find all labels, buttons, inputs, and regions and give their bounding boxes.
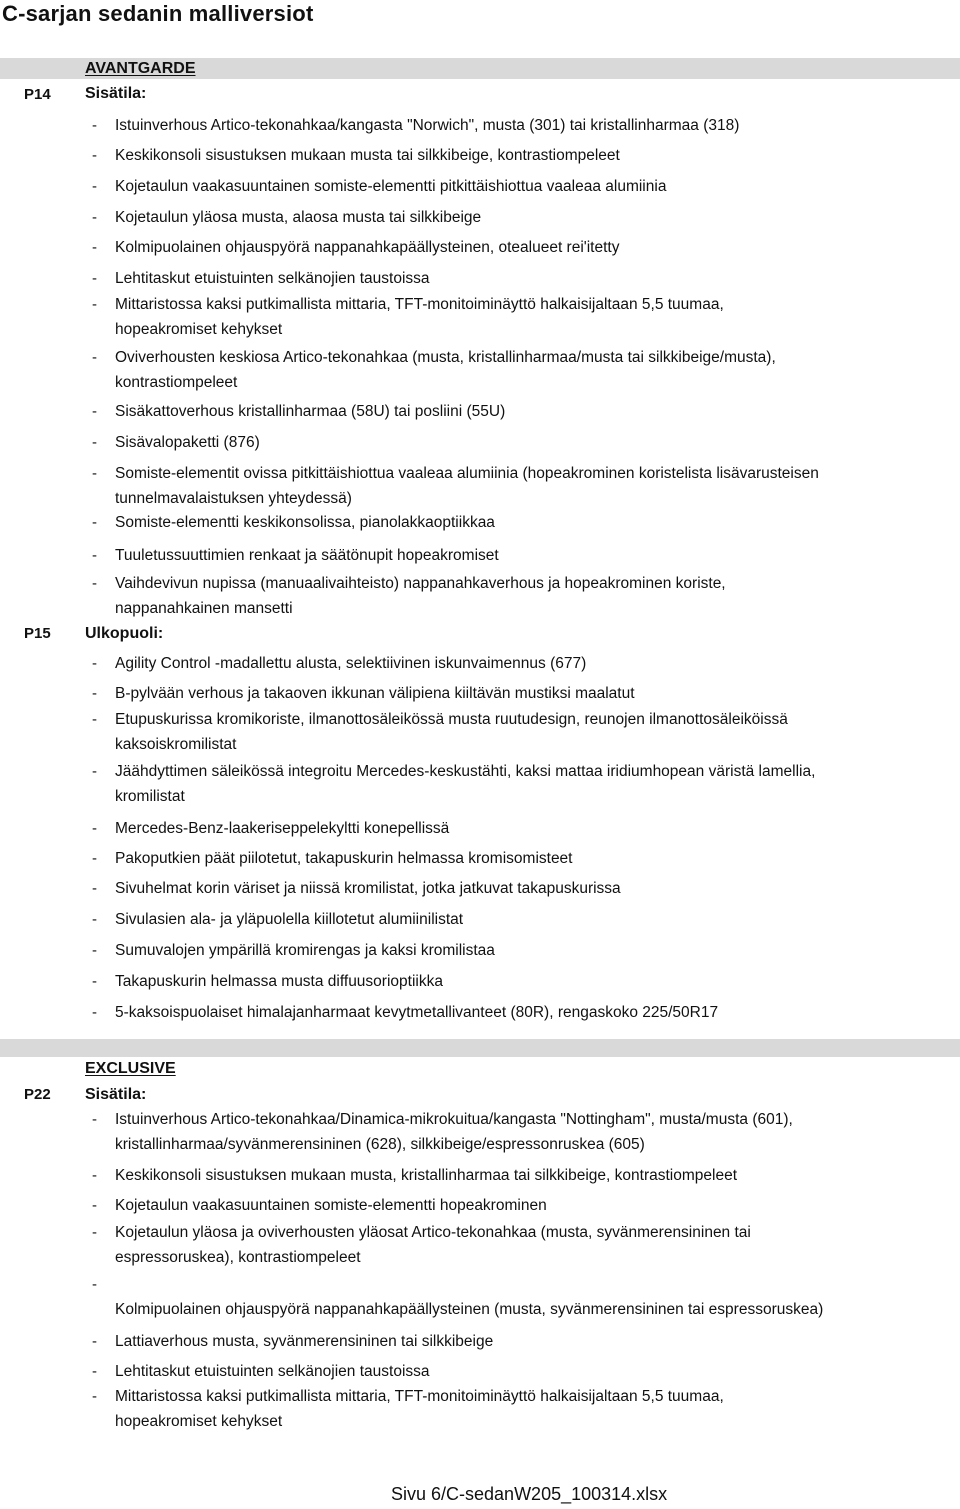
item-text: Somiste-elementti keskikonsolissa, pianolakkaoptiikkaa xyxy=(115,514,495,531)
item-text: Keskikonsoli sisustuksen mukaan musta tai silkkibeige, kontrastiompeleet xyxy=(115,147,620,164)
item-text: Kojetaulun yläosa musta, alaosa musta tai silkkibeige xyxy=(115,209,482,226)
bullet-dash: - xyxy=(92,1111,97,1128)
bullet-dash: - xyxy=(92,1363,97,1380)
bullet-dash: - xyxy=(92,763,97,780)
bullet-dash: - xyxy=(92,575,97,592)
item-text: Lattiaverhous musta, syvänmerensininen tai silkkibeige xyxy=(115,1333,494,1350)
bullet-dash: - xyxy=(92,403,97,420)
item-text: Kojetaulun yläosa ja oviverhousten yläosat Artico-tekonahkaa (musta, syvänmerensininen tai xyxy=(115,1224,751,1241)
item-text: Istuinverhous Artico-tekonahkaa/Dinamica-mikrokuitua/kangasta "Nottingham", musta/musta (601), xyxy=(115,1111,793,1128)
item-text: kristallinharmaa/syvänmerensininen (628), silkkibeige/espressonruskea (605) xyxy=(115,1136,645,1153)
item-text: Sivulasien ala- ja yläpuolella kiillotetut alumiinilistat xyxy=(115,911,464,928)
bullet-dash: - xyxy=(92,1333,97,1350)
bullet-dash: - xyxy=(92,820,97,837)
item-text: Agility Control -madallettu alusta, selektiivinen iskunvaimennus (677) xyxy=(115,655,587,672)
item-text: Sumuvalojen ympärillä kromirengas ja kaksi kromilistaa xyxy=(115,942,495,959)
page-footer: Sivu 6/C-sedanW205_100314.xlsx xyxy=(391,1484,668,1504)
item-text: kaksoiskromilistat xyxy=(115,736,237,753)
item-text: kromilistat xyxy=(115,788,185,805)
item-text: Lehtitaskut etuistuinten selkänojien taustoissa xyxy=(115,270,430,287)
item-text: Mercedes-Benz-laakeriseppelekyltti konepellissä xyxy=(115,820,450,837)
bullet-dash: - xyxy=(92,711,97,728)
item-text: Takapuskurin helmassa musta diffuusorioptiikka xyxy=(115,973,443,990)
item-text: Kolmipuolainen ohjauspyörä nappanahkapäällysteinen, otealueet rei'itetty xyxy=(115,239,620,256)
bullet-dash: - xyxy=(92,209,97,226)
item-text: Istuinverhous Artico-tekonahkaa/kangasta "Norwich", musta (301) tai kristallinharmaa (318) xyxy=(115,117,740,134)
item-text: Etupuskurissa kromikoriste, ilmanottosäleikössä musta ruutudesign, reunojen ilmanottosäleiköissä xyxy=(115,711,788,728)
variant-band xyxy=(0,1039,960,1057)
bullet-dash: - xyxy=(92,973,97,990)
bullet-dash: - xyxy=(92,547,97,564)
item-text: Keskikonsoli sisustuksen mukaan musta, kristallinharmaa tai silkkibeige, kontrastiompeleet xyxy=(115,1167,737,1184)
bullet-dash: - xyxy=(92,1167,97,1184)
item-text: Kojetaulun vaakasuuntainen somiste-elementti pitkittäishiottua vaaleaa alumiinia xyxy=(115,178,667,195)
item-text: Somiste-elementit ovissa pitkittäishiottua vaaleaa alumiinia (hopeakrominen koristelista lisävarusteisen xyxy=(115,465,819,482)
item-text: Jäähdyttimen säleikössä integroitu Mercedes-keskustähti, kaksi mattaa iridiumhopean väristä lamellia, xyxy=(115,763,816,780)
bullet-dash: - xyxy=(92,178,97,195)
item-text: Sisäkattoverhous kristallinharmaa (58U) tai posliini (55U) xyxy=(115,403,506,420)
item-text: Mittaristossa kaksi putkimallista mittaria, TFT-monitoiminäyttö halkaisijaltaan 5,5 tuumaa, xyxy=(115,1388,724,1405)
item-text: Lehtitaskut etuistuinten selkänojien taustoissa xyxy=(115,1363,430,1380)
bullet-dash: - xyxy=(92,147,97,164)
group-heading: Ulkopuoli: xyxy=(85,625,164,642)
bullet-dash: - xyxy=(92,296,97,313)
item-text: hopeakromiset kehykset xyxy=(115,1413,283,1430)
bullet-dash: - xyxy=(92,270,97,287)
item-text: Sivuhelmat korin väriset ja niissä kromilistat, jotka jatkuvat takapuskurissa xyxy=(115,880,621,897)
bullet-dash: - xyxy=(92,514,97,531)
bullet-dash: - xyxy=(92,655,97,672)
option-code: P14 xyxy=(24,86,51,103)
bullet-dash: - xyxy=(92,1224,97,1241)
bullet-dash: - xyxy=(92,465,97,482)
bullet-dash: - xyxy=(92,685,97,702)
bullet-dash: - xyxy=(92,1388,97,1405)
group-heading: Sisätila: xyxy=(85,1086,147,1103)
bullet-dash: - xyxy=(92,117,97,134)
bullet-dash: - xyxy=(92,1197,97,1214)
bullet-dash: - xyxy=(92,880,97,897)
bullet-dash: - xyxy=(92,942,97,959)
bullet-dash: - xyxy=(92,349,97,366)
item-text: Sisävalopaketti (876) xyxy=(115,434,260,451)
bullet-dash: - xyxy=(92,1004,97,1021)
item-text: Pakoputkien päät piilotetut, takapuskurin helmassa kromisomisteet xyxy=(115,850,573,867)
item-text: nappanahkainen mansetti xyxy=(115,600,293,617)
bullet-dash: - xyxy=(92,239,97,256)
bullet-dash: - xyxy=(92,434,97,451)
item-text: Oviverhousten keskiosa Artico-tekonahkaa (musta, kristallinharmaa/musta tai silkkibeige/musta), xyxy=(115,349,776,366)
item-text: espressoruskea), kontrastiompeleet xyxy=(115,1249,361,1266)
option-code: P15 xyxy=(24,625,51,642)
item-text: Kolmipuolainen ohjauspyörä nappanahkapäällysteinen (musta, syvänmerensininen tai espressoruskea) xyxy=(115,1301,824,1318)
item-text: Tuuletussuuttimien renkaat ja säätönupit hopeakromiset xyxy=(115,547,499,564)
item-text: kontrastiompeleet xyxy=(115,374,238,391)
variant-name: EXCLUSIVE xyxy=(85,1060,176,1077)
bullet-dash: - xyxy=(92,1276,97,1293)
item-text: tunnelmavalaistuksen yhteydessä) xyxy=(115,490,352,507)
bullet-dash: - xyxy=(92,911,97,928)
item-text: Mittaristossa kaksi putkimallista mittaria, TFT-monitoiminäyttö halkaisijaltaan 5,5 tuumaa, xyxy=(115,296,724,313)
page-title: C-sarjan sedanin malliversiot xyxy=(2,1,314,26)
item-text: Vaihdevivun nupissa (manuaalivaihteisto) nappanahkaverhous ja hopeakrominen koriste, xyxy=(115,575,726,592)
item-text: B-pylvään verhous ja takaoven ikkunan välipiena kiiltävän mustiksi maalatut xyxy=(115,685,635,702)
item-text: Kojetaulun vaakasuuntainen somiste-elementti hopeakrominen xyxy=(115,1197,547,1214)
item-text: 5-kaksoispuolaiset himalajanharmaat kevytmetallivanteet (80R), rengaskoko 225/50R17 xyxy=(115,1004,719,1021)
item-text: hopeakromiset kehykset xyxy=(115,321,283,338)
bullet-dash: - xyxy=(92,850,97,867)
variant-name: AVANTGARDE xyxy=(85,60,196,77)
group-heading: Sisätila: xyxy=(85,85,147,102)
option-code: P22 xyxy=(24,1086,51,1103)
